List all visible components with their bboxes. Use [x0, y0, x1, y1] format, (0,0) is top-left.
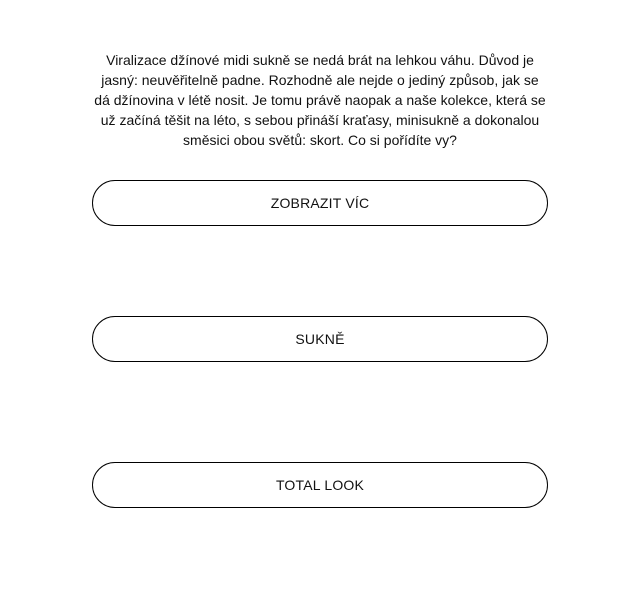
- total-look-button[interactable]: TOTAL LOOK: [92, 462, 548, 508]
- show-more-button[interactable]: ZOBRAZIT VÍC: [92, 180, 548, 226]
- skirts-button[interactable]: SUKNĚ: [92, 316, 548, 362]
- intro-paragraph: Viralizace džínové midi sukně se nedá brát na lehkou váhu. Důvod je jasný: neuvěřitelně padne. Rozhodně ale nejde o jediný způsob, jak se dá džínovina v létě nosit. Je tomu právě naopak a naše kolekce, která se už začíná těšit na léto, s sebou přináší kraťasy, minisukně a dokonalou směsici obou světů: skort. Co si pořídíte vy?: [94, 52, 546, 148]
